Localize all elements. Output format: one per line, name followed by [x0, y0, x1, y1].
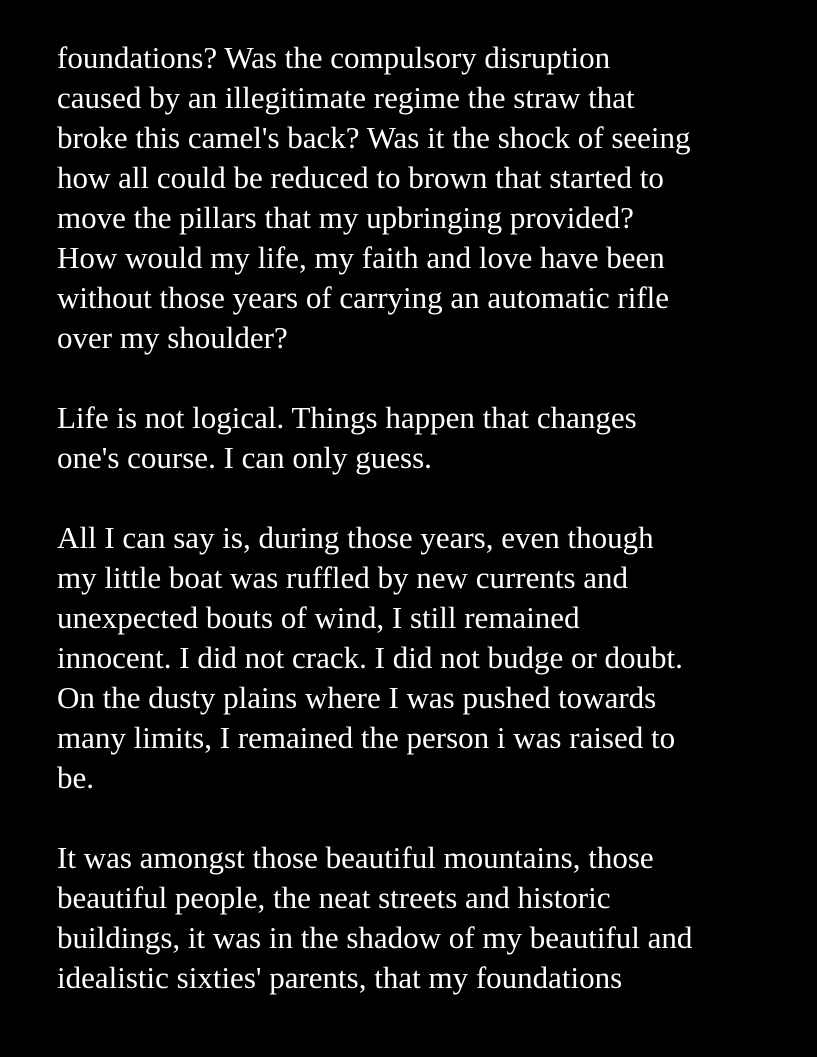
text-line: over my shoulder?	[57, 320, 288, 355]
text-line: without those years of carrying an automatic rifle	[57, 280, 670, 315]
text-line: many limits, I remained the person i was raised to	[57, 720, 676, 755]
text-line: foundations? Was the compulsory disruption	[57, 40, 611, 75]
text-line: On the dusty plains where I was pushed towards	[57, 680, 657, 715]
text-line: broke this camel's back? Was it the shock of seeing	[57, 120, 691, 155]
text-line: idealistic sixties' parents, that my foundations	[57, 960, 623, 995]
text-line: how all could be reduced to brown that started to	[57, 160, 664, 195]
text-line: one's course. I can only guess.	[57, 440, 432, 475]
text-line: my little boat was ruffled by new currents and	[57, 560, 629, 595]
text-line: beautiful people, the neat streets and historic	[57, 880, 611, 915]
text-line: buildings, it was in the shadow of my beautiful and	[57, 920, 693, 955]
text-line: move the pillars that my upbringing provided?	[57, 200, 634, 235]
text-line: caused by an illegitimate regime the straw that	[57, 80, 635, 115]
text-line: All I can say is, during those years, even though	[57, 520, 654, 555]
text-line: innocent. I did not crack. I did not budge or doubt.	[57, 640, 683, 675]
text-line: be.	[57, 760, 95, 795]
text-line: It was amongst those beautiful mountains, those	[57, 840, 654, 875]
text-line: unexpected bouts of wind, I still remained	[57, 600, 580, 635]
text-line: How would my life, my faith and love have been	[57, 240, 665, 275]
text-line: Life is not logical. Things happen that changes	[57, 400, 637, 435]
